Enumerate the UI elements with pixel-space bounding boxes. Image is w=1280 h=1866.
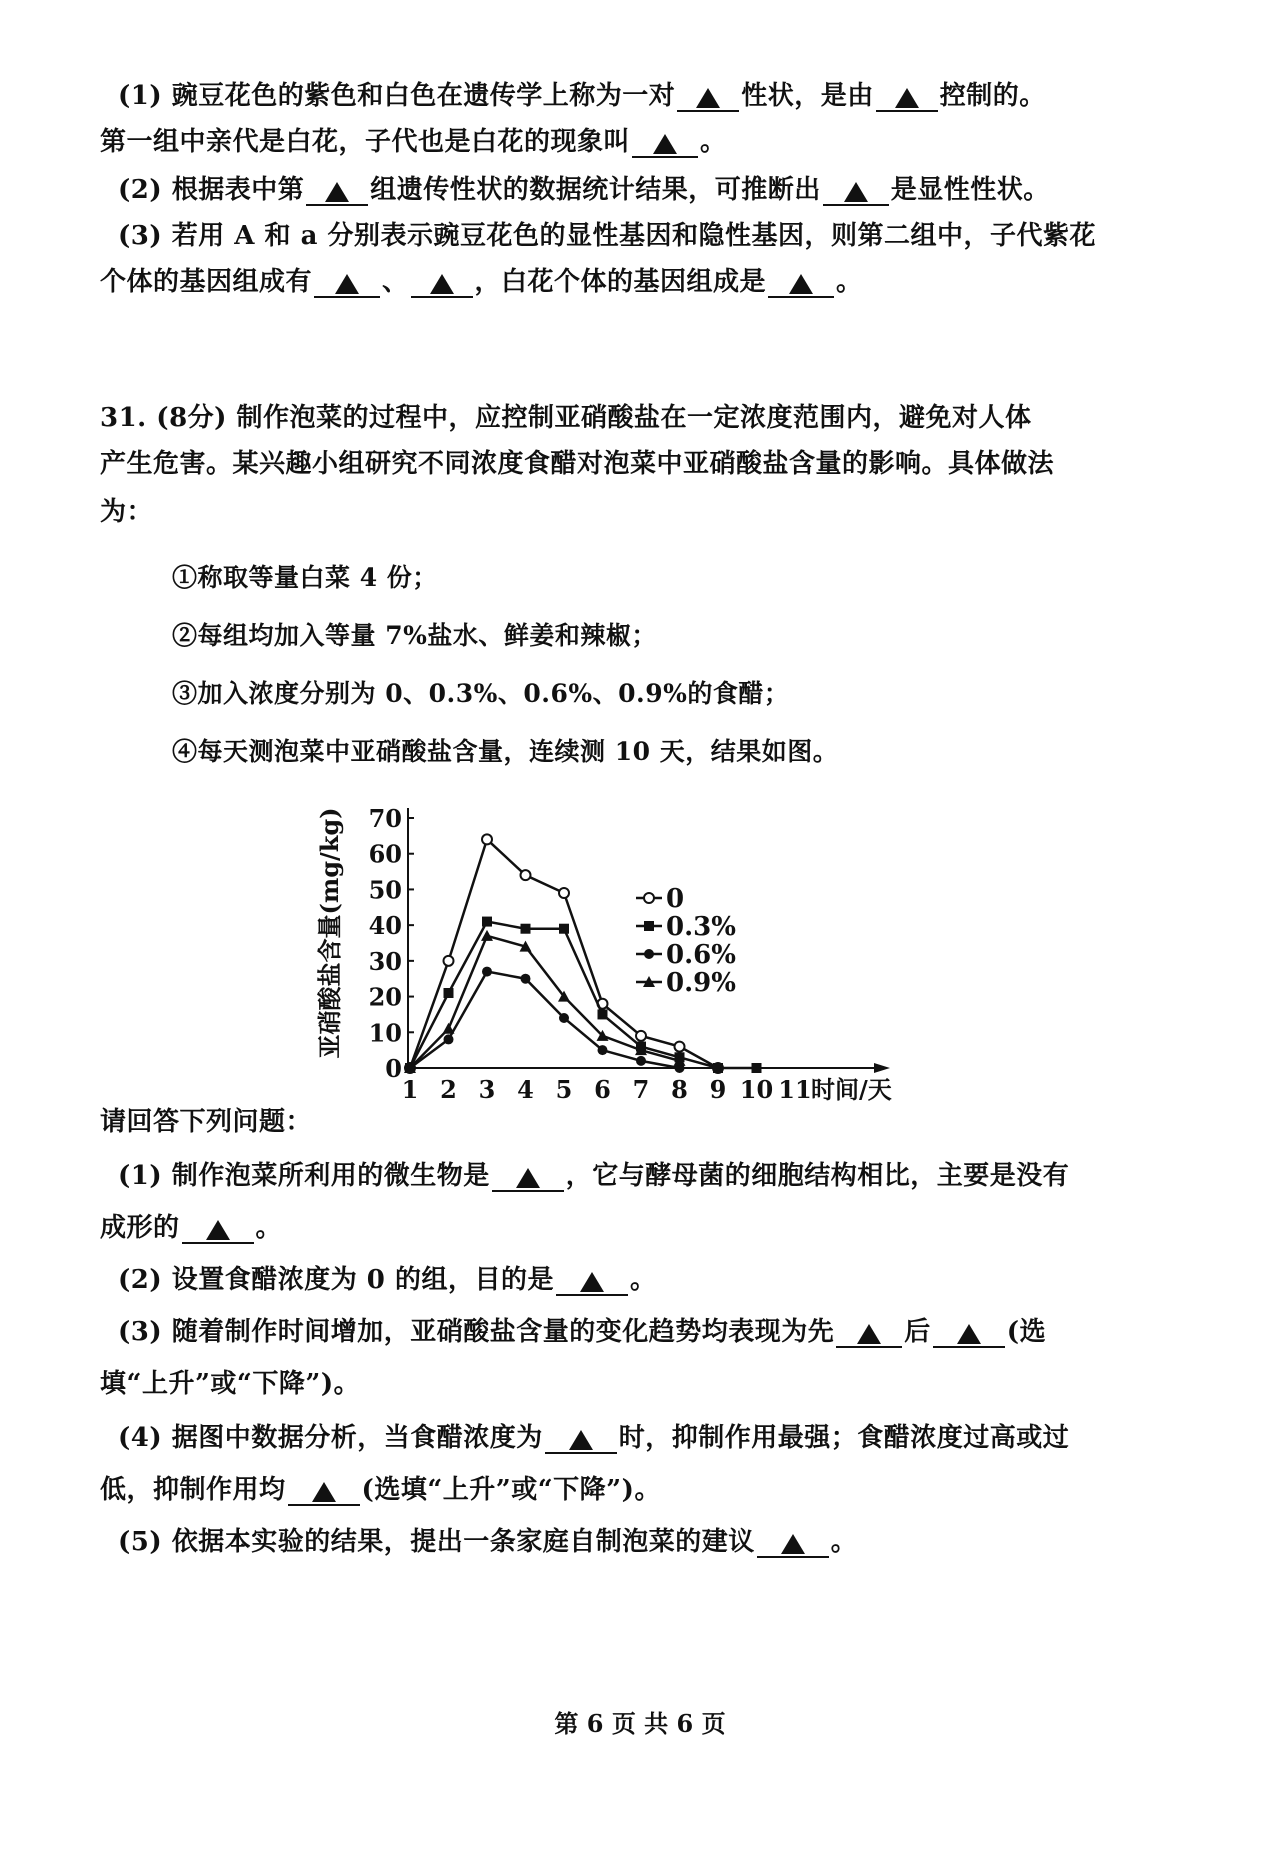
x-tick-label: 9 [709,1075,727,1104]
q30-sub1-text-b: 性状，是由 [741,81,874,111]
answer-blank[interactable] [876,80,938,112]
triangle-marker-icon [430,274,454,294]
answer-blank[interactable] [545,1422,617,1454]
data-point [559,1013,569,1023]
triangle-marker-icon [957,1324,981,1344]
q31-sub4-line1 [118,1420,1069,1456]
q30-sub2-text-a: (2) 根据表中第 [118,175,305,205]
q31-intro-text-3: 为： [100,497,154,527]
triangle-marker-icon [857,1324,881,1344]
q31-sub5-line [118,1524,857,1560]
q31-sub2-line [118,1262,656,1298]
triangle-marker-icon [696,88,720,108]
answer-blank[interactable] [677,80,739,112]
page-footer [0,1704,1280,1739]
triangle-marker-icon [789,274,813,294]
q31-sub1-line2 [100,1210,282,1246]
q31-sub2-text-a: (2) 设置食醋浓度为 0 的组，目的是 [118,1265,554,1295]
data-point [598,1045,608,1055]
y-tick-label: 60 [368,839,402,869]
triangle-marker-icon [781,1534,805,1554]
triangle-marker-icon [653,134,677,154]
answer-blank[interactable] [314,266,380,298]
q31-sub3-text-b: 后 [904,1317,931,1347]
q30-sub3-text-b: 个体的基因组成有 [100,267,313,297]
q31-sub4-line2 [100,1472,661,1508]
q30-sub1-text-d: 第一组中亲代是白花，子代也是白花的现象叫 [100,127,631,157]
x-tick-label: 10 [739,1075,774,1104]
q31-sub3-line1 [118,1314,1046,1350]
q31-sub1-text-d: 。 [255,1213,283,1243]
q31-sub1-text-a: (1) 制作泡菜所利用的微生物是 [118,1161,490,1191]
data-point [559,888,569,898]
q31-intro-line3 [100,494,153,530]
q30-sub1-line2 [100,124,727,160]
legend-label: 0 [666,884,685,914]
q31-sub5-text-b: 。 [830,1527,858,1557]
y-tick-label: 20 [368,982,402,1012]
q31-sub1-text-b: ，它与酵母菌的细胞结构相比，主要是没有 [565,1161,1070,1191]
data-point [444,1034,454,1044]
answer-blank[interactable] [768,266,834,298]
x-axis-arrow-icon [874,1063,890,1073]
answer-blank[interactable] [306,174,368,206]
step-text: ①称取等量白菜 4 份； [172,563,438,592]
q31-sub3-text-c: (选 [1006,1317,1047,1347]
q31-step-2 [172,618,657,654]
q30-sub3-text-d: ，白花个体的基因组成是 [474,267,767,297]
step-text: ③加入浓度分别为 0、0.3%、0.6%、0.9%的食醋； [172,679,790,708]
answer-blank[interactable] [182,1212,254,1244]
q30-sub1-text-a: (1) 豌豆花色的紫色和白色在遗传学上称为一对 [118,81,676,111]
answer-blank[interactable] [632,126,698,158]
data-point [521,870,531,880]
triangle-marker-icon [325,182,349,202]
y-tick-label: 0 [385,1054,402,1083]
x-tick-label: 6 [594,1075,611,1104]
data-point [675,1042,685,1052]
q30-sub1-text-c: 控制的。 [939,81,1046,111]
q30-sub2-text-b: 组遗传性状的数据统计结果，可推断出 [370,175,821,205]
q31-step-4 [172,734,838,770]
step-text: ②每组均加入等量 7%盐水、鲜姜和辣椒； [172,621,657,650]
y-tick-label: 40 [368,911,402,941]
q31-sub3-line2 [100,1366,360,1402]
answer-blank[interactable] [933,1316,1005,1348]
y-tick-label: 50 [368,875,402,905]
legend-label: 0.9% [666,968,736,998]
q31-intro-line2 [100,446,1054,482]
data-point [443,1023,455,1034]
q30-sub3-text-e: 。 [836,267,863,297]
triangle-marker-icon [569,1430,593,1450]
legend-marker [644,921,654,931]
q31-step-1 [172,560,438,596]
data-point [482,967,492,977]
triangle-marker-icon [844,182,868,202]
q31-intro-text-2: 产生危害。某兴趣小组研究不同浓度食醋对泡菜中亚硝酸盐含量的影响。具体做法 [100,449,1055,479]
q31-sub1-line1 [118,1158,1069,1194]
q30-sub2-text-c: 是显性性状。 [890,175,1050,205]
answer-blank[interactable] [288,1474,360,1506]
data-point [752,1063,762,1073]
q31-sub5-text-a: (5) 依据本实验的结果，提出一条家庭自制泡菜的建议 [118,1527,755,1557]
x-tick-label: 2 [440,1075,457,1104]
data-point [444,956,454,966]
nitrite-line-chart [315,800,918,1110]
answer-blank[interactable] [757,1526,829,1558]
y-tick-label: 10 [368,1018,402,1048]
x-tick-label: 3 [478,1075,496,1104]
q30-sub3-text-a: (3) 若用 A 和 a 分别表示豌豆花色的显性基因和隐性基因，则第二组中，子代紫花 [118,221,1096,251]
q31-sub3-text-d: 填“上升”或“下降”)。 [100,1369,361,1399]
q31-sub4-text-a: (4) 据图中数据分析，当食醋浓度为 [118,1423,543,1453]
q30-sub1-text-e: 。 [700,127,727,157]
data-point [598,1009,608,1019]
data-point [521,924,531,934]
data-point [482,917,492,927]
data-point [559,924,569,934]
q30-sub3-line1 [118,218,1096,254]
data-point [636,1031,646,1041]
y-tick-label: 30 [368,946,402,976]
q31-sub4-text-d: (选填“上升”或“下降”)。 [361,1475,661,1505]
answer-blank[interactable] [492,1160,564,1192]
ask-text: 请回答下列问题： [100,1107,313,1137]
q30-sub2-line [118,172,1050,208]
legend-marker [644,949,654,959]
x-tick-label: 8 [671,1075,688,1104]
q31-sub4-text-c: 低，抑制作用均 [100,1475,286,1505]
step-text: ④每天测泡菜中亚硝酸盐含量，连续测 10 天，结果如图。 [172,737,839,766]
data-point [636,1056,646,1066]
y-axis-label: 亚硝酸盐含量(mg/kg) [315,807,344,1059]
q31-intro-text-1: 31. (8分) 制作泡菜的过程中，应控制亚硝酸盐在一定浓度范围内，避免对人体 [100,403,1032,433]
triangle-marker-icon [516,1168,540,1188]
chart-plot-area [315,804,892,1104]
x-tick-label: 7 [632,1075,650,1104]
x-axis-label: 时间/天 [811,1075,892,1104]
q31-intro-line1 [100,400,1032,436]
data-point [713,1063,723,1073]
data-point [482,834,492,844]
page-number: 第 6 页 共 6 页 [554,1709,726,1738]
legend-label: 0.3% [666,912,736,942]
x-tick-label: 11 [778,1075,812,1104]
x-tick-label: 4 [517,1075,534,1104]
x-tick-label: 5 [555,1075,573,1104]
triangle-marker-icon [206,1220,230,1240]
legend-marker [644,893,654,903]
answer-blank[interactable] [411,266,473,298]
triangle-marker-icon [335,274,359,294]
q31-sub4-text-b: 时，抑制作用最强；食醋浓度过高或过 [618,1423,1070,1453]
triangle-marker-icon [895,88,919,108]
y-tick-label: 70 [368,804,402,833]
triangle-marker-icon [312,1482,336,1502]
q31-sub3-text-a: (3) 随着制作时间增加，亚硝酸盐含量的变化趋势均表现为先 [118,1317,835,1347]
q31-sub1-text-c: 成形的 [100,1213,180,1243]
triangle-marker-icon [580,1272,604,1292]
q30-sub1-line1 [118,78,1046,114]
answer-blank[interactable] [823,174,889,206]
answer-blank[interactable] [836,1316,902,1348]
q30-sub3-text-c: 、 [382,267,409,297]
data-point [444,988,454,998]
q31-step-3 [172,676,789,712]
x-tick-label: 1 [401,1075,419,1104]
q31-ask [100,1104,312,1140]
data-point [521,974,531,984]
q30-sub3-line2 [100,264,863,300]
legend-label: 0.6% [666,940,736,970]
answer-blank[interactable] [556,1264,628,1296]
q31-sub2-text-b: 。 [629,1265,657,1295]
